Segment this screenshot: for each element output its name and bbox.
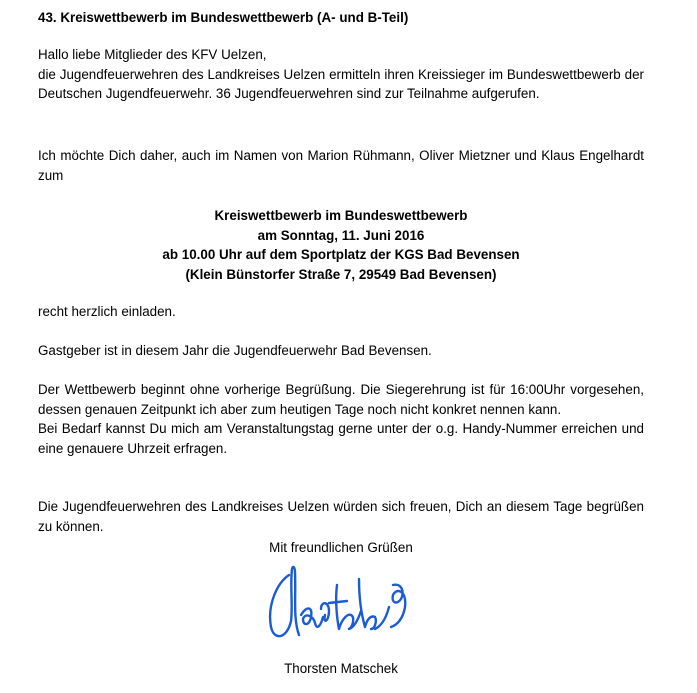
paragraph-schedule: Der Wettbewerb beginnt ohne vorherige Begrüßung. Die Siegerehrung ist für 16:00Uhr vorgesehen, dessen genauen Zeitpunkt ich aber zum heutigen Tage noch nicht konkret nennen kann. Bei Bedarf kannst Du mich am Veranstaltungstag gerne unter der o.g. Handy-Nummer erreichen und eine genauere Uhrzeit erfragen. — [38, 380, 644, 458]
closing-salutation: Mit freundlichen Grüßen — [269, 540, 413, 555]
paragraph-invitation: Ich möchte Dich daher, auch im Namen von Marion Rühmann, Oliver Mietzner und Klaus Engelhardt zum — [38, 148, 644, 183]
letter-heading: 43. Kreiswettbewerb im Bundeswettbewerb (A- und B-Teil) — [38, 10, 409, 25]
event-date: am Sonntag, 11. Juni 2016 — [257, 227, 425, 243]
paragraph-contact: Bei Bedarf kannst Du mich am Veranstaltungstag gerne unter der o.g. Handy-Nummer erreichen und eine genauere Uhrzeit erfragen. — [38, 421, 644, 456]
greeting: Hallo liebe Mitglieder des KFV Uelzen, — [38, 47, 267, 62]
event-time-location: ab 10.00 Uhr auf dem Sportplatz der KGS Bad Bevensen — [162, 247, 520, 262]
event-address: (Klein Bünstorfer Straße 7, 29549 Bad Bevensen) — [185, 266, 497, 282]
paragraph-farewell: Die Jugendfeuerwehren des Landkreises Uelzen würden sich freuen, Dich an diesem Tage begrüßen zu können. — [38, 499, 644, 534]
signer-name: Thorsten Matschek — [284, 661, 398, 676]
paragraph-invite-closing: recht herzlich einladen. — [38, 304, 176, 319]
event-details — [38, 206, 644, 284]
paragraph-invitation-context: die Jugendfeuerwehren des Landkreises Uelzen ermitteln ihren Kreissieger im Bundeswettbewerb der Deutschen Jugendfeuerwehr. 36 Jugendfeuerwehren sind zur Teilnahme aufgerufen. — [38, 66, 644, 101]
paragraph-host: Gastgeber ist in diesem Jahr die Jugendfeuerwehr Bad Bevensen. — [38, 343, 432, 358]
intro-block — [38, 45, 644, 104]
handwritten-signature — [255, 555, 415, 650]
event-name: Kreiswettbewerb im Bundeswettbewerb — [214, 208, 468, 223]
